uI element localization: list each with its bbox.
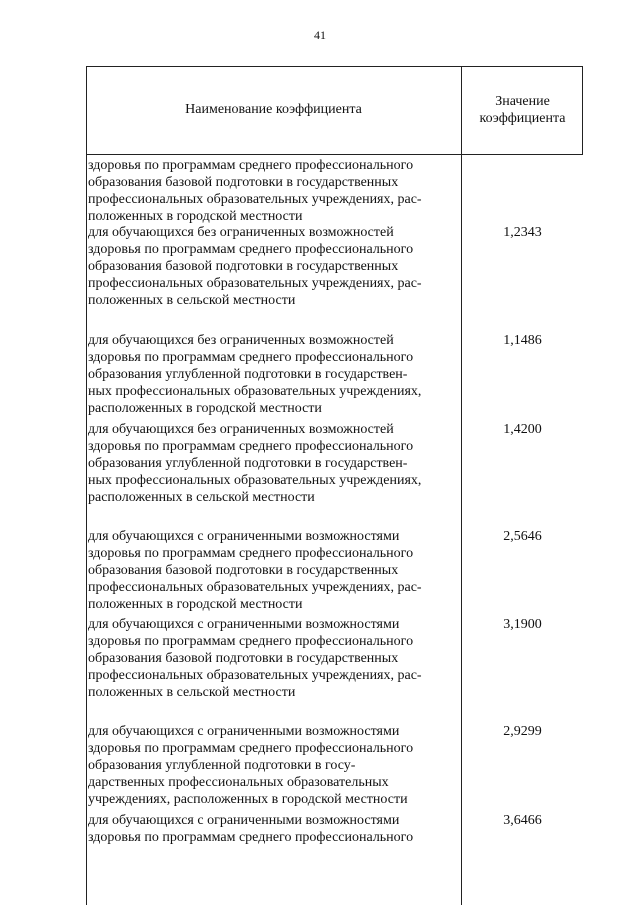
- coefficient-table: [86, 66, 583, 905]
- row-description: для обучающихся без ограниченных возможностей здоровья по программам среднего профессионального образования базовой подготовки в государственных профессиональных образовательных учреждениях, рас- положенных в сельской местности: [88, 225, 422, 308]
- header-coefficient-name: Наименование коэффициента: [185, 102, 362, 117]
- table-left-border: [86, 66, 87, 905]
- header-coefficient-value: Значение коэффициента: [479, 94, 566, 126]
- row-description: для обучающихся с ограниченными возможностями здоровья по программам среднего профессионального: [88, 813, 414, 845]
- row-description: для обучающихся с ограниченными возможностями здоровья по программам среднего профессионального образования углубленной подготовки в госу- дарственных профессиональных образовательных учреждениях, расположенных в городской местности: [88, 724, 414, 807]
- row-value: 3,1900: [503, 617, 542, 632]
- row-value: 2,9299: [503, 724, 542, 739]
- header-bottom-border: [86, 154, 583, 155]
- row-description: для обучающихся с ограниченными возможностями здоровья по программам среднего профессионального образования базовой подготовки в государственных профессиональных образовательных учреждениях, рас- положенных в городской местности: [88, 529, 422, 612]
- row-value: 1,4200: [503, 422, 542, 437]
- row-value: 3,6466: [503, 813, 542, 828]
- row-value: 1,2343: [503, 225, 542, 240]
- row-description: для обучающихся без ограниченных возможностей здоровья по программам среднего профессионального образования углубленной подготовки в государствен- ных профессиональных образовательных учреждениях, расположенных в сельской местности: [88, 422, 422, 505]
- page-number: 41: [314, 28, 326, 42]
- row-description: здоровья по программам среднего профессионального образования базовой подготовки в государственных профессиональных образовательных учреждениях, рас- положенных в городской местности: [88, 158, 422, 224]
- row-description: для обучающихся без ограниченных возможностей здоровья по программам среднего профессионального образования углубленной подготовки в государствен- ных профессиональных образовательных учреждениях, расположенных в городской местности: [88, 333, 422, 416]
- column-divider: [461, 66, 462, 905]
- row-value: 1,1486: [503, 333, 542, 348]
- row-value: 2,5646: [503, 529, 542, 544]
- row-description: для обучающихся с ограниченными возможностями здоровья по программам среднего профессионального образования базовой подготовки в государственных профессиональных образовательных учреждениях, рас- положенных в сельской местности: [88, 617, 422, 700]
